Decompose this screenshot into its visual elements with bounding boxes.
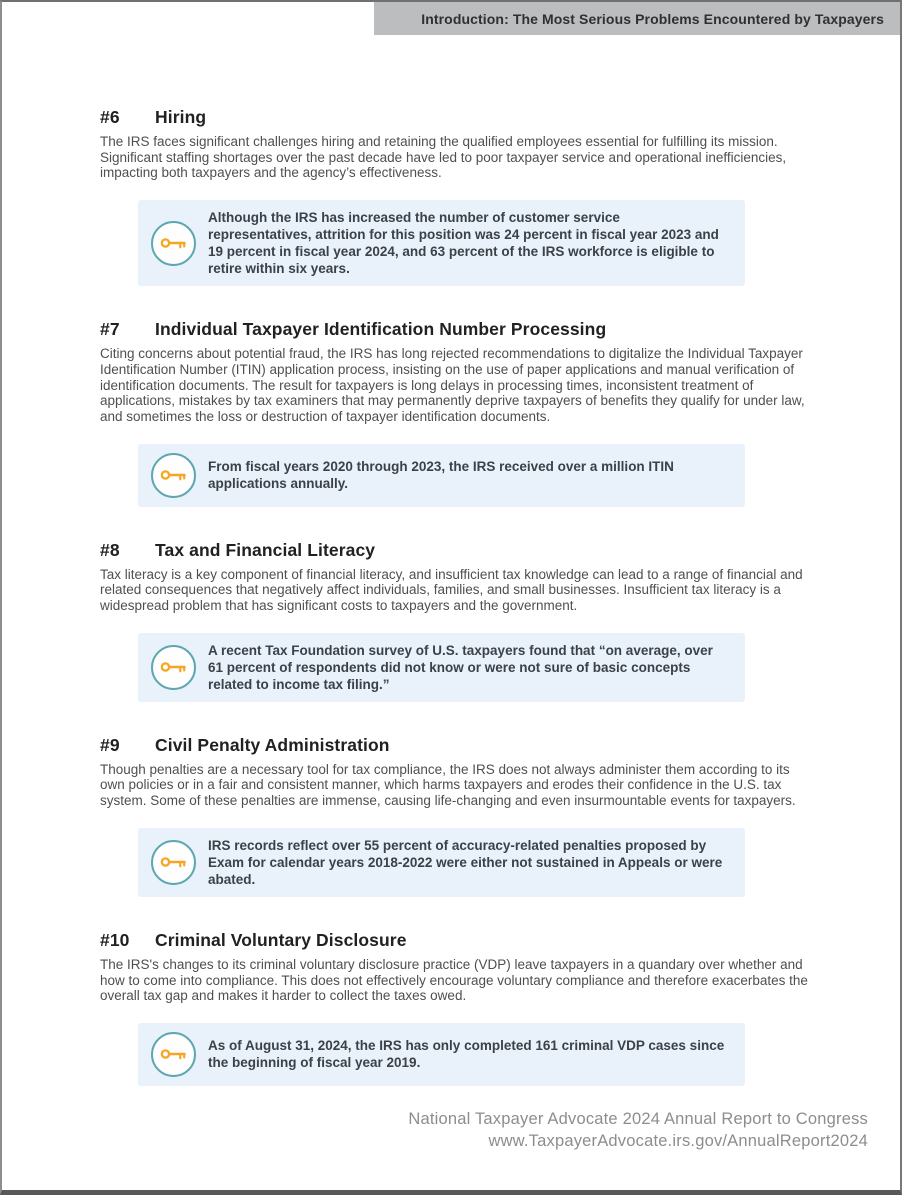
- section-criminal-vdp: [100, 929, 812, 1086]
- key-icon: [151, 453, 196, 498]
- section-hiring: [100, 106, 812, 286]
- section-itin-processing: [100, 318, 812, 507]
- section-number: #9: [100, 734, 120, 755]
- section-title: Civil Penalty Administration: [155, 734, 390, 755]
- page-header-bar: [374, 2, 900, 35]
- callout-text: As of August 31, 2024, the IRS has only completed 161 criminal VDP cases since the beginning of fiscal year 2019.: [208, 1038, 725, 1071]
- section-number: #10: [100, 929, 130, 950]
- key-icon: [151, 645, 196, 690]
- section-heading: [100, 539, 812, 561]
- section-number: #6: [100, 107, 120, 127]
- section-body: Citing concerns about potential fraud, the IRS has long rejected recommendations to digitalize the Individual Taxpayer Identification Number (ITIN) application process, insisting on the use of paper applications and manual verification of identification documents. The result for taxpayers is long delays in processing times, inconsistent treatment of applications, mistakes by tax examiners that may permanently deprive taxpayers of benefits they qualify for under law, and sometimes the loss or destruction of taxpayer identification documents.: [100, 346, 805, 424]
- section-heading: [100, 318, 812, 340]
- key-callout: [138, 633, 745, 702]
- page-content: [2, 2, 900, 1086]
- section-title: Criminal Voluntary Disclosure: [155, 929, 407, 950]
- section-title: Hiring: [155, 107, 207, 127]
- callout-text: IRS records reflect over 55 percent of accuracy-related penalties proposed by Exam for calendar years 2018-2022 were either not sustained in Appeals or were abated.: [208, 837, 723, 887]
- section-title: Tax and Financial Literacy: [155, 539, 376, 560]
- section-heading: [100, 734, 812, 756]
- callout-icon-column: [138, 840, 208, 885]
- key-callout: [138, 444, 745, 507]
- section-body: The IRS faces significant challenges hiring and retaining the qualified employees essential for fulfilling its mission. Significant staffing shortages over the past decade have led to poor taxpayer service and operational inefficiencies, impacting both taxpayers and the agency’s effectiveness.: [100, 134, 787, 181]
- section-heading: [100, 106, 812, 128]
- callout-text: A recent Tax Foundation survey of U.S. taxpayers found that “on average, over 61 percent of respondents did not know or were not sure of basic concepts related to income tax filing.”: [208, 642, 713, 692]
- callout-icon-column: [138, 1032, 208, 1077]
- key-callout: [138, 828, 745, 897]
- callout-icon-column: [138, 645, 208, 690]
- callout-icon-column: [138, 221, 208, 266]
- key-icon: [151, 1032, 196, 1077]
- section-civil-penalty: [100, 734, 812, 897]
- section-body: Tax literacy is a key component of financial literacy, and insufficient tax knowledge can lead to a range of financial and related consequences that negatively affect individuals, families, and small businesses. Insufficient tax literacy is a widespread problem that has significant costs to taxpayers and the government.: [100, 566, 803, 614]
- section-number: #7: [100, 319, 120, 340]
- footer-report-url: www.TaxpayerAdvocate.irs.gov/AnnualReport2024: [488, 1132, 868, 1150]
- key-icon: [151, 221, 196, 266]
- footer-report-title: National Taxpayer Advocate 2024 Annual Report to Congress: [408, 1110, 868, 1128]
- callout-icon-column: [138, 453, 208, 498]
- section-body: The IRS's changes to its criminal voluntary disclosure practice (VDP) leave taxpayers in a quandary over whether and how to come into compliance. This does not effectively encourage voluntary compliance and therefore exacerbates the overall tax gap and makes it harder to collect the taxes owed.: [100, 956, 808, 1004]
- section-body: Though penalties are a necessary tool for tax compliance, the IRS does not always administer them according to its own policies or in a fair and consistent manner, which harms taxpayers and erodes their confidence in the U.S. tax system. Some of these penalties are immense, causing life-changing and even insurmountable events for taxpayers.: [100, 761, 796, 809]
- section-title: Individual Taxpayer Identification Number Processing: [155, 319, 607, 340]
- page-header-title: Introduction: The Most Serious Problems Encountered by Taxpayers: [421, 10, 884, 27]
- callout-text: From fiscal years 2020 through 2023, the IRS received over a million ITIN applications annually.: [208, 459, 674, 492]
- section-number: #8: [100, 539, 120, 560]
- key-icon: [151, 840, 196, 885]
- key-callout: [138, 200, 745, 286]
- key-callout: [138, 1023, 745, 1086]
- page-footer: [408, 1108, 868, 1152]
- section-tax-literacy: [100, 539, 812, 702]
- callout-text: Although the IRS has increased the number of customer service representatives, attrition for this position was 24 percent in fiscal year 2023 and 19 percent in fiscal year 2024, and 63 percent of the IRS workforce is eligible to retire within six years.: [208, 210, 719, 277]
- section-heading: [100, 929, 812, 951]
